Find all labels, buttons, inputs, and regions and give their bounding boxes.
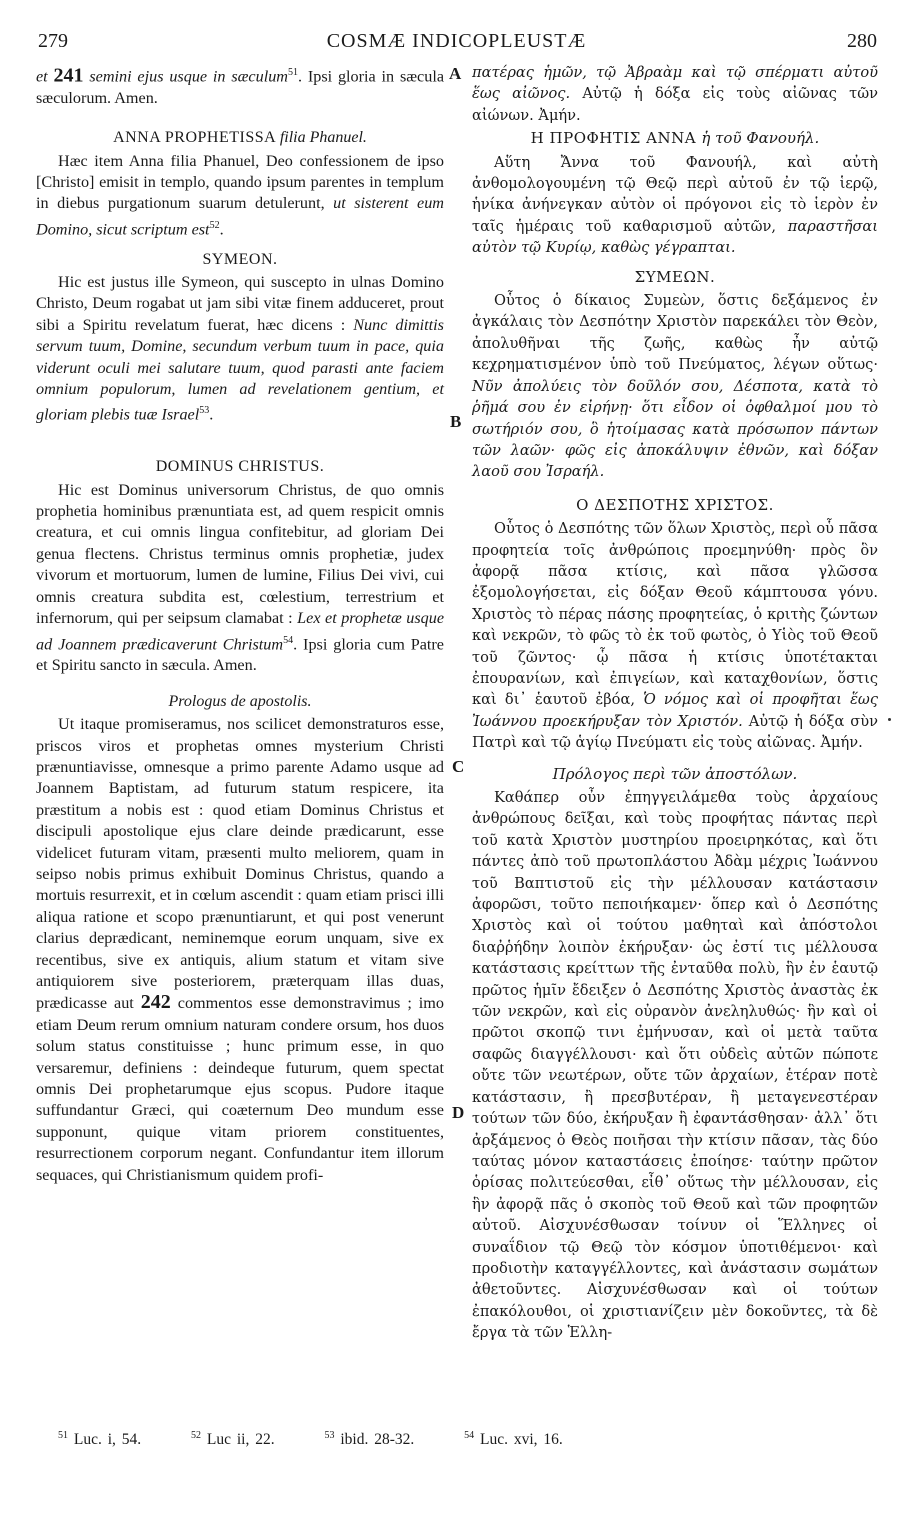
latin-heading-anna [36,127,444,148]
page-header [28,30,885,56]
page-number-right: 280 [847,30,877,52]
margin-letter-d: D [452,1103,465,1122]
greek-symeon-quote: Νῦν ἀπολύεις τὸν δοῦλόν σου, Δέσποτα, κατὰ τὸ ῥῆμά σου ἐν εἰρήνῃ· ὅτι εἶδον οἱ ὀφθαλμοί μου τὸ σωτήριόν σου, ὃ ἡτοίμασας κατὰ πρόσωπον πάντων τῶν λαῶν· φῶς εἰς ἀποκάλυψιν ἐθνῶν, καὶ δόξαν λαοῦ σου Ἰσραήλ. [472,377,878,481]
greek-anna-quote: παραστῆσαι αὐτὸν τῷ Κυρίῳ, καθὼς γέγραπται. [472,217,878,257]
footnote-53 [325,1431,437,1448]
latin-opening-text: . Ipsi gloria in sæcula sæculorum. Amen. [36,67,445,107]
footnote-54 [464,1431,585,1448]
latin-dominus-closing: . Ipsi gloria cum Patre et Spiritu sancto in sæcula. Amen. [36,634,444,675]
greek-opening-italic: πατέρας ἡμῶν, τῷ Ἀβραὰμ καὶ τῷ σπέρματι αὐτοῦ ἕως αἰῶνος. [472,64,878,103]
footnote-ref-52: 52 [209,219,220,231]
greek-anna-text: Αὕτη Ἄννα τοῦ Φανουήλ, καὶ αὐτὴ ἀνθομολογουμένη τῷ Θεῷ περὶ αὐτοῦ ἐν τῷ ἱερῷ, ἡνίκα ἀνήνεγκαν αὐτὸν οἱ πρόγονοι εἰς τὸ ἱερὸν ἐν ταῖς ἡμέραις τοῦ καθαρισμοῦ αὐτῶν, [472,153,878,235]
footnote-text: Luc ii, 22. [206,1431,275,1449]
greek-paragraph-prologus: Καθάπερ οὖν ἐπηγγειλάμεθα τοὺς ἀρχαίους ἀνθρώπους δεῖξαι, καὶ τοὺς προφήτας πάντας περὶ τοῦ κατὰ Χριστὸν μυστηρίου προειρηκότας, καὶ ὅτι πάντες ἀπὸ τοῦ πρωτοπλάστου Ἀδὰμ μέχρις Ἰωάννου τοῦ Βαπτιστοῦ εἰς τὴν μέλλουσαν κατάστασιν ἀφορῶσι, τοῦτο πεποιήκαμεν· ὅπερ καὶ ὁ Δεσπότης Χριστὸς καὶ οἱ τούτου μαθηταὶ καὶ ἀπόστολοι διαῤῥήδην λοιπὸν ἐκήρυξαν· ὡς ἐστί τις μέλλουσα κατάστασις κρείττων τῆς ἐνταῦθα πολὺ, ἣν ἐν ἑαυτῷ πρῶτος ἡμῖν ἔδειξεν ὁ Δεσπότης Χριστὸς ἀναστὰς ἐκ τῶν νεκρῶν, καὶ εἰς οὐρανὸν ἀνεληλυθώς· ἣν καὶ οἱ πρῶτοι σκοπῷ τινι ἐμήνυσαν, καὶ οἱ μετὰ ταῦτα σαφῶς διαγγέλλουσι· καὶ ὅτι οὐδεὶς αὐτῶν πώποτε οὔτε τῶν νεωτέρων, οὔτε τῶν ἀρχαίων, ἑτέραν ποτὲ κατάστασιν, ἢ πρεσβυτέραν, ἢ μεταγενεστέραν τούτων τῶν δύο, ἐκήρυξαν ἢ ἐφαντάσθησαν· ἀλλ᾽ ὅτι ἀρξάμενος ὁ Θεὸς ποιῆσαι τὴν κτίσιν πᾶσαν, τὰς δύο ταύτας μόνον καταστάσεις ἐποίησε· ταύτην πρῶτον ὁρίσας πολιτεύεσθαι, εἶθ᾽ οὕτως τὴν μέλλουσαν, εἰς ἣν ἀφορᾷ πᾶς ὁ σκοπὸς τοῦ Θεοῦ καὶ τῶν προφητῶν αὐτοῦ. Αἰσχυνέσθωσαν τοίνυν οἱ Ἕλληνες οἱ συναΐδιον τῷ Θεῷ τὸν κόσμον ὑποτιθέμενοι· καὶ προδιοτὴν καταγγέλλοντες, καὶ ἀνάστασιν σωμάτων ἀθετοῦντες. Αἰσχυνέσθωσαν καὶ οἱ τούτων ἐπακόλουθοι, οἱ χριστιανίζειν μὲν δοκοῦντες, τὰ δὲ ἔργα τὰ τῶν Ἑλλη- [472,789,878,1342]
footnotes [58,1430,607,1449]
footnote-number: 53 [324,1430,335,1441]
margin-letter-b: B [450,412,462,431]
footnote-number: 51 [58,1430,68,1441]
footnote-52 [191,1431,297,1448]
greek-heading-anna-subtitle: ἡ τοῦ Φανουήλ. [701,129,820,148]
latin-dominus-text: Hic est Dominus universorum Christus, de quo omnis prophetia hominibus prænuntiata est, ad quem respicit omnis creatura, et cui omnis lingua confitebitur, ad gloriam Dei genua flectens. Christus terminus omnis prophetiæ, judex vivorum et mortuorum, lumen de lumine, Filius Dei vivi, cui omnis creatura subdita est, cœlestium, terrestrium et infernorum, qui per seipsum clamabat : [36,480,444,628]
footnote-ref-54: 54 [283,634,294,646]
latin-paragraph-opening: et 241 semini ejus usque in sæculum$^{51}$. Ipsi gloria in sæcula sæculorum. Amen. [36,64,445,107]
column-number-242: 242 [140,991,171,1014]
greek-symeon-text: Οὗτος ὁ δίκαιος Συμεὼν, ὅστις δεξάμενος ἐν ἀγκάλαις τὸν Δεσπότην Χριστὸν παρεκάλει τὸν Θεὸν, ἀπολυθῆναι τῆς ζωῆς, καθὼς ἦν αὐτῷ κεχρηματισμένον ὑπὸ τοῦ Πνεύματος, λέγων οὕτως· [472,292,878,374]
latin-heading-symeon: SYMEON. [202,250,278,268]
margin-letter-c: C [452,757,465,776]
latin-paragraph-prologus [36,714,444,1186]
margin-letter-a: A [449,64,462,83]
latin-dominus-quote: Lex et prophetæ usque ad Joannem prædicaverunt Christum [36,609,445,653]
greek-dominus-text: Οὗτος ὁ Δεσπότης τῶν ὅλων Χριστὸς, περὶ οὗ πᾶσα προφητεία τοῖς ἀνθρώποις προεμηνύθη· πρὸς ὃν ἀφορᾷ πᾶσα κτίσις, καὶ πᾶσα γλῶσσα ἐξομολογήσεται, εἰς δόξαν Θεοῦ κάμπτουσα γόνυ. Χριστὸς τὸ πέρας πάσης προφητείας, ὁ κριτὴς ζώντων καὶ νεκρῶν, τὸ φῶς τὸ ἐκ τοῦ φωτὸς, ὁ Υἱὸς τοῦ Θεοῦ τοῦ ζῶντος· ᾧ πᾶσα ἡ κτίσις ὑποτέτακται ἐπουρανίων, καὶ ἐπιγείων, καὶ καταχθονίων, ὅστις καὶ δι᾽ ἑαυτοῦ ἐβόα, [472,520,878,709]
latin-anna-text: Hæc item Anna filia Phanuel, Deo confessionem de ipso [Christo] emisit in templo, quando ipsum parentes in templum in diebus purgationum suarum detulerunt, [36,151,444,213]
latin-paragraph-symeon: Hic est justus ille Symeon, qui suscepto in ulnas Domino Christo, Deum rogabat ut jam sibi vitæ finem adduceret, prout sibi a Spiritu revelatum fuerat, hæc dicens : Nunc dimittis servum tuum, Domine, secundum verbum tuum in pace, quia viderunt oculi mei salutare tuum, quod parasti ante faciem omnium populorum, lumen ad revelationem gentium, et gloriam plebis tuæ Israel$^{53}$. [36,273,444,424]
footnote-text: Luc. i, 54. [73,1431,142,1449]
greek-heading-anna-text: Η ΠΡΟΦΗΤΙΣ ΑΝΝΑ [530,129,697,148]
running-title: COSMÆ INDICOPLEUSTÆ [326,30,587,52]
latin-column [36,62,444,1186]
latin-paragraph-dominus [36,480,444,677]
latin-heading-anna-text: ANNA PROPHETISSA [113,129,276,147]
ink-speck [888,718,891,721]
latin-symeon-text: Hic est justus ille Symeon, qui suscepto in ulnas Domino Christo, Deum rogabat ut jam sibi vitæ finem adduceret, prout sibi a Spiritu revelatum fuerat, hæc dicens : [36,273,444,334]
latin-heading-dominus: DOMINUS CHRISTUS. [155,458,325,476]
latin-anna-quote: ut sisterent eum Domino, sicut scriptum est [36,194,444,239]
page-number-left: 279 [38,30,68,52]
greek-heading-anna [472,128,878,149]
latin-heading-prologus: Prologus de apostolis. [168,692,312,710]
latin-prologus-text: Ut itaque promiseramus, nos scilicet demonstraturos esse, priscos viros et prophetas omnes mysterium Christi prænuntiavisse, omnesque a primo parente Adamo usque ad Joannem Baptistam, ad futurum statum respicere, ita præstitum a nobis est : quod etiam Dominus Christus et discipuli apostolique ejus clare deinde prædicarunt, esse videlicet futuram vitam, præsenti multo meliorem, quam in seipso nobis primus exhibuit Dominus Christus, quando a mortuis resurrexit, et in cœlum ascendit : quam etiam prisci illi aliqua ratione et scopo prænuntiarunt, et qui post venerunt clarius deprædicant, neminemque eorum unquam, sive ex recentibus, sive ex antiquis, alium statum et vitam sive antiquiorem sive posteriorem, præterquam illas duas, prædicasse aut [36,715,444,1013]
latin-symeon-quote: Nunc dimittis servum tuum, Domine, secundum verbum tuum in pace, quia viderunt oculi mei salutare tuum, quod parasti ante faciem omnium populorum, lumen ad revelationem gentium, et gloriam plebis tuæ Israel [36,315,444,424]
latin-heading-anna-subtitle: filia Phanuel. [279,129,367,147]
column-number-241: 241 [53,64,84,87]
footnote-51 [58,1431,163,1448]
footnote-text: Luc. xvi, 16. [480,1431,563,1449]
footnote-ref-51: 51 [287,67,298,78]
footnote-text: ibid. 28-32. [340,1431,415,1449]
greek-dominus-quote: Ὁ νόμος καὶ οἱ προφῆται ἕως Ἰωάννου προεκήρυξαν τὸν Χριστόν. [472,691,879,730]
greek-heading-symeon: ΣΥΜΕΩΝ. [634,267,716,286]
latin-opening-italic: semini ejus usque in sæculum [89,67,288,86]
greek-heading-prologus: Πρόλογος περὶ τῶν ἀποστόλων. [552,764,798,783]
greek-paragraph-anna [472,152,878,259]
footnote-number: 54 [464,1430,475,1441]
greek-paragraph-opening [472,62,878,126]
greek-paragraph-symeon [472,290,878,483]
latin-prologus-text-continued: commentos esse demonstravimus ; imo etiam Deum rerum omnium naturam condere orsum, hos duos solum status constituisse ; hunc primum esse, in quo versaremur, definiens : deindeque futurum, quem spectat omnis Dei prophetarumque ejus scopus. Pudore itaque suffundantur Græci, qui coæternum Deo mundum esse supponunt, quique vitam priorem constituentes, resurrectionem corporum negant. Confundantur item illorum sequaces, qui Christianismum quidem profi- [36,994,444,1184]
greek-column [472,62,878,1344]
greek-dominus-closing: Αὐτῷ ἡ δόξα σὺν Πατρὶ καὶ τῷ ἁγίῳ Πνεύματι εἰς τοὺς αἰῶνας. Ἀμήν. [472,712,879,752]
footnote-number: 52 [191,1430,202,1441]
latin-paragraph-anna: Hæc item Anna filia Phanuel, Deo confessionem de ipso [Christo] emisit in templo, quando ipsum parentes in templum in diebus purgationum suarum detulerunt, ut sisterent eum Domino, sicut scriptum est$^{52}$. [36,151,444,239]
footnote-ref-53: 53 [199,405,210,417]
greek-opening-text: Αὐτῷ ἡ δόξα εἰς τοὺς αἰῶνας τῶν αἰώνων. Ἀμήν. [472,85,878,124]
greek-paragraph-dominus [472,518,878,753]
greek-heading-dominus: Ο ΔΕΣΠΟΤΗΣ ΧΡΙΣΤΟΣ. [576,495,774,514]
